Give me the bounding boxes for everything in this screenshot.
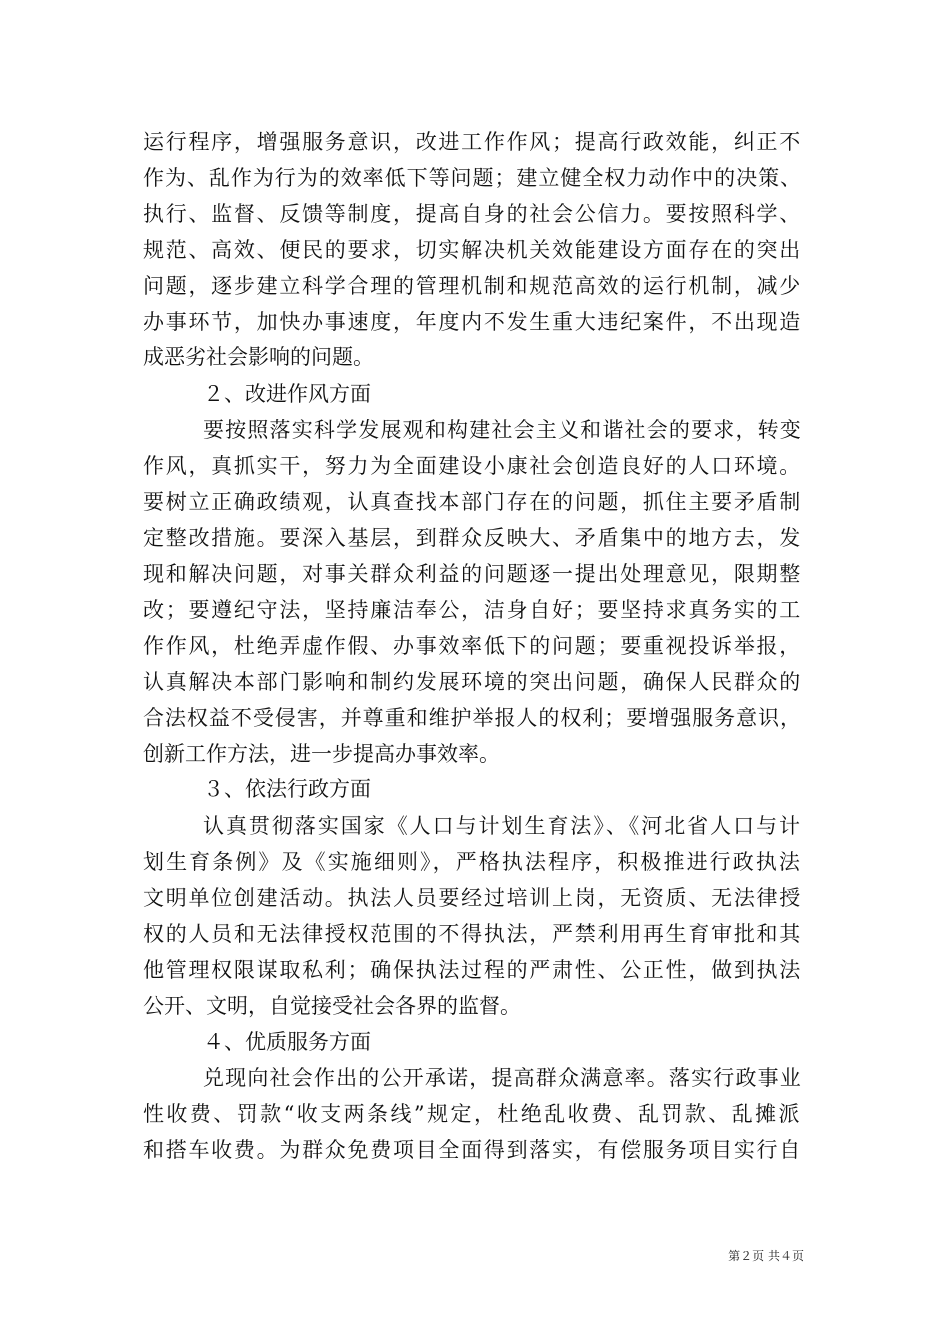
text-line: 办事环节，加快办事速度，年度内不发生重大违纪案件，不出现造 xyxy=(143,310,802,334)
text-line: 作作风，杜绝弄虚作假、办事效率低下的问题；要重视投诉举报， xyxy=(143,634,802,658)
text-line: 问题，逐步建立科学合理的管理机制和规范高效的运行机制，减少 xyxy=(143,274,802,298)
text-line: 执行、监督、反馈等制度，提高自身的社会公信力。要按照科学、 xyxy=(143,202,802,226)
text-line: 和搭车收费。为群众免费项目全面得到落实，有偿服务项目实行自 xyxy=(143,1138,802,1162)
text-line: 现和解决问题，对事关群众利益的问题逐一提出处理意见，限期整 xyxy=(143,562,802,586)
text-line: ３、依法行政方面 xyxy=(203,777,371,801)
text-line: 定整改措施。要深入基层，到群众反映大、矛盾集中的地方去，发 xyxy=(143,526,802,550)
text-line: 他管理权限谋取私利；确保执法过程的严肃性、公正性，做到执法 xyxy=(143,958,802,982)
text-line: 公开、文明，自觉接受社会各界的监督。 xyxy=(143,994,521,1018)
text-line: 成恶劣社会影响的问题。 xyxy=(143,345,374,369)
text-line: ４、优质服务方面 xyxy=(203,1030,371,1054)
text-line: ２、改进作风方面 xyxy=(203,382,371,406)
text-line: 划生育条例》及《实施细则》，严格执法程序，积极推进行政执法 xyxy=(143,850,802,874)
text-line: 创新工作方法，进一步提高办事效率。 xyxy=(143,742,500,766)
text-line: 作为、乱作为行为的效率低下等问题；建立健全权力动作中的决策、 xyxy=(143,166,802,190)
text-line: 要按照落实科学发展观和构建社会主义和谐社会的要求，转变 xyxy=(203,418,802,442)
text-line: 要树立正确政绩观，认真查找本部门存在的问题，抓住主要矛盾制 xyxy=(143,490,802,514)
text-line: 权的人员和无法律授权范围的不得执法，严禁利用再生育审批和其 xyxy=(143,922,802,946)
text-line: 性收费、罚款“收支两条线”规定，杜绝乱收费、乱罚款、乱摊派 xyxy=(143,1102,802,1126)
text-line: 作风，真抓实干，努力为全面建设小康社会创造良好的人口环境。 xyxy=(143,454,802,478)
text-line: 认真解决本部门影响和制约发展环境的突出问题，确保人民群众的 xyxy=(143,670,802,694)
text-line: 改；要遵纪守法，坚持廉洁奉公，洁身自好；要坚持求真务实的工 xyxy=(143,598,802,622)
text-line: 文明单位创建活动。执法人员要经过培训上岗，无资质、无法律授 xyxy=(143,886,802,910)
page-footer: 第２页 共４页 xyxy=(728,1249,804,1263)
text-line: 兑现向社会作出的公开承诺，提高群众满意率。落实行政事业 xyxy=(203,1066,802,1090)
text-line: 规范、高效、便民的要求，切实解决机关效能建设方面存在的突出 xyxy=(143,238,802,262)
text-line: 认真贯彻落实国家《人口与计划生育法》、《河北省人口与计 xyxy=(203,814,802,838)
text-line: 运行程序，增强服务意识，改进工作作风；提高行政效能，纠正不 xyxy=(143,130,802,154)
text-line: 合法权益不受侵害，并尊重和维护举报人的权利；要增强服务意识， xyxy=(143,706,802,730)
